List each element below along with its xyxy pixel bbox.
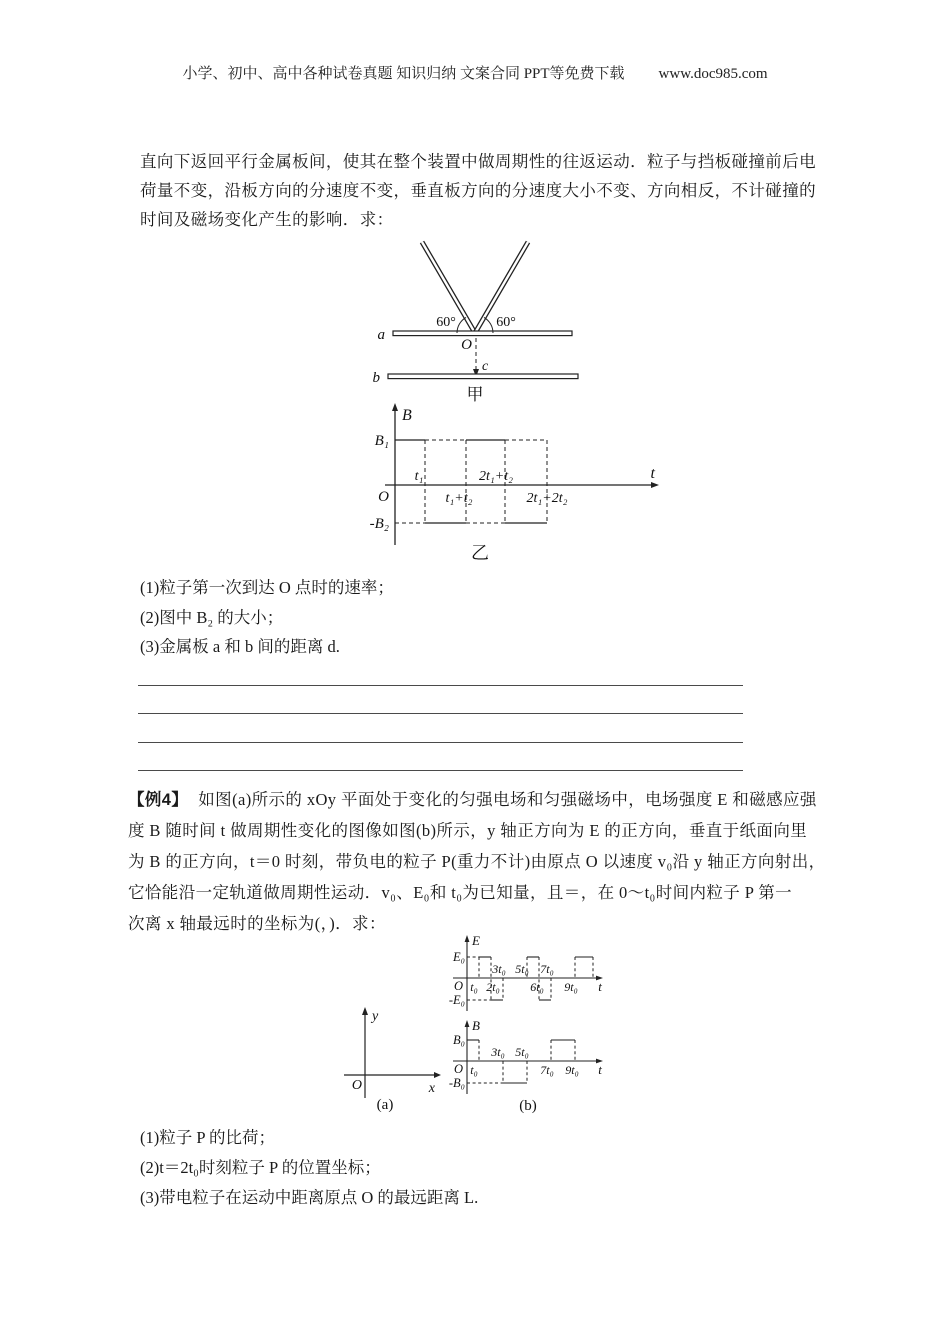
answer-line-1 xyxy=(138,684,743,686)
e-neg-level-label: -E₀ xyxy=(448,993,465,1007)
origin-label: O xyxy=(351,1078,362,1093)
e-origin-label: O xyxy=(453,979,463,993)
B1-level-label: B₁ xyxy=(374,433,389,449)
header-text: 小学、初中、高中各种试卷真题 知识归纳 文案合同 PPT等免费下载 xyxy=(182,66,625,82)
header-site-link[interactable]: www.doc985.com xyxy=(658,66,768,82)
angle-left-label: 60° xyxy=(436,315,456,330)
e-tick-2t0: 2t₀ xyxy=(486,980,500,994)
figure-jia-caption: 甲 xyxy=(466,385,484,404)
b-neg-level-label: -B₀ xyxy=(448,1076,465,1090)
example4-label: 【例4】 xyxy=(128,791,189,809)
b-axis-label: B xyxy=(472,1018,480,1033)
answer-line-3 xyxy=(138,741,743,743)
e-tick-6t0: 6t₀ xyxy=(530,980,544,994)
x-axis-label: t xyxy=(650,465,655,482)
question1-1: (1)粒子第一次到达 O 点时的速率； xyxy=(140,578,394,597)
e-tick-5t0: 5t₀ xyxy=(515,962,529,976)
origin-label: O xyxy=(378,489,389,505)
figure-yi-bt-graph xyxy=(355,403,675,568)
figure-yi-caption: 乙 xyxy=(471,543,489,563)
e-tick-t0: t₀ xyxy=(470,980,478,994)
example4-line-1-text: 如图(a)所示的 xOy 平面处于变化的匀强电场和匀强磁场中，电场强度 E 和磁感应强 xyxy=(198,790,817,809)
axes xyxy=(385,403,659,545)
e-t-axis-label: t xyxy=(598,979,602,994)
tick-t1: t₁ xyxy=(414,469,424,484)
example4-line-2: 度 B 随时间 t 做周期性变化的图像如图(b)所示，y 轴正方向为 E 的正方向，垂直于纸面向里 xyxy=(128,821,808,840)
example4-line-1 xyxy=(128,786,817,810)
y-axis-label: B xyxy=(402,407,412,424)
question1-3: (3)金属板 a 和 b 间的距离 d. xyxy=(140,637,340,656)
figure-b-et-bt-graphs xyxy=(443,933,648,1115)
answer-line-2 xyxy=(138,712,743,714)
question2-1: (1)粒子 P 的比荷； xyxy=(140,1128,276,1147)
angle-right-label: 60° xyxy=(496,315,516,330)
y-axis-label: y xyxy=(372,1009,379,1024)
question2-2: (2)t＝2t₀时刻粒子 P 的位置坐标； xyxy=(140,1158,381,1177)
figure-a-xy-axes xyxy=(338,1003,453,1115)
figure-jia-plates-diagram xyxy=(355,236,595,408)
intro-line-2: 荷量不变，沿板方向的分速度不变，垂直板方向的分速度大小不变、方向相反，不计碰撞的 xyxy=(140,181,816,200)
b-tick-7t0: 7t₀ xyxy=(540,1063,554,1077)
b-pos-level-label: B₀ xyxy=(453,1033,465,1047)
plate-a xyxy=(393,331,572,336)
negB2-level-label: -B₂ xyxy=(369,516,389,532)
intro-line-1: 直向下返回平行金属板间，使其在整个装置中做周期性的往返运动．粒子与挡板碰撞前后电 xyxy=(140,152,816,171)
e-axis-label: E xyxy=(472,933,480,948)
tick-2t12t2: 2t₁+2t₂ xyxy=(526,491,568,506)
example4-line-4: 它恰能沿一定轨道做周期性运动．v₀、E₀和 t₀为已知量，且＝，在 0～t₀时间内粒子 P 第一 xyxy=(128,883,793,902)
question1-2: (2)图中 B₂ 的大小； xyxy=(140,608,284,627)
page-header xyxy=(0,62,950,83)
e-pos-level-label: E₀ xyxy=(453,950,465,964)
e-tick-7t0: 7t₀ xyxy=(540,962,554,976)
figure-a-caption: (a) xyxy=(376,1097,394,1113)
e-tick-3t0: 3t₀ xyxy=(492,962,506,976)
tick-t1t2: t₁+t₂ xyxy=(445,491,473,506)
b-tick-3t0: 3t₀ xyxy=(491,1045,505,1059)
figure-b-caption: (b) xyxy=(519,1098,537,1114)
b-tick-t0: t₀ xyxy=(470,1063,478,1077)
question2-3: (3)带电粒子在运动中距离原点 O 的最远距离 L. xyxy=(140,1188,479,1207)
point-c-label: c xyxy=(482,359,489,374)
origin-O-label: O xyxy=(461,337,472,353)
b-tick-5t0: 5t₀ xyxy=(515,1045,529,1059)
plate-b xyxy=(388,374,578,379)
plate-b-label: b xyxy=(372,370,380,386)
plate-a-label: a xyxy=(377,327,385,343)
b-tick-9t0: 9t₀ xyxy=(565,1063,579,1077)
answer-line-4 xyxy=(138,769,743,771)
example4-line-5: 次离 x 轴最远时的坐标为(，)．求： xyxy=(128,914,386,933)
x-axis-label: x xyxy=(428,1081,435,1096)
tick-2t1t2: 2t₁+t₂ xyxy=(479,469,513,484)
b-origin-label: O xyxy=(453,1062,463,1076)
intro-line-3: 时间及磁场变化产生的影响．求： xyxy=(140,210,394,229)
example4-line-3: 为 B 的正方向，t＝0 时刻，带负电的粒子 P(重力不计)由原点 O 以速度 v₀沿 y 轴正方向射出， xyxy=(128,852,826,871)
e-tick-9t0: 9t₀ xyxy=(564,980,578,994)
b-t-axis-label: t xyxy=(598,1062,602,1077)
